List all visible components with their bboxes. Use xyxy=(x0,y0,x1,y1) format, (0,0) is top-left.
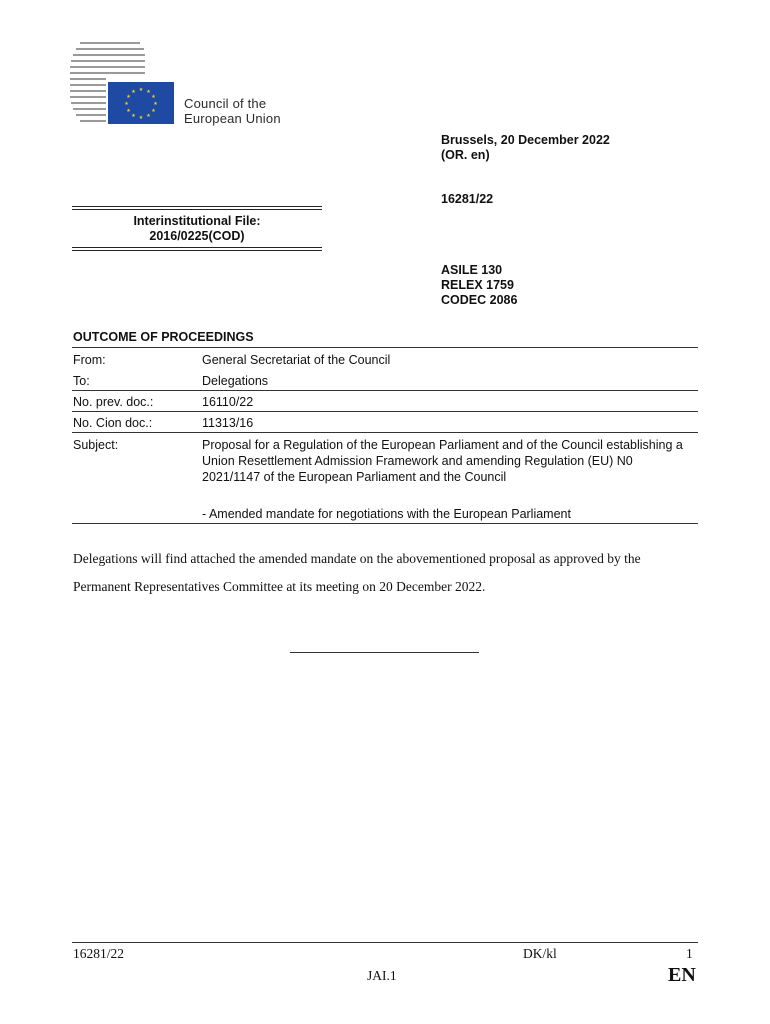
svg-text:★: ★ xyxy=(126,94,131,100)
interinstitutional-code: 2016/0225(COD) xyxy=(149,229,245,243)
cion-doc-value: 11313/16 xyxy=(202,416,254,430)
to-value: Delegations xyxy=(202,374,269,388)
svg-text:★: ★ xyxy=(124,101,129,107)
from-label: From: xyxy=(73,353,106,367)
outcome-rule-2 xyxy=(72,390,698,391)
interinstitutional-file xyxy=(72,206,322,251)
place-date: Brussels, 20 December 2022 xyxy=(441,133,610,147)
svg-text:★: ★ xyxy=(146,113,151,119)
footer-initials: DK/kl xyxy=(523,946,557,961)
eu-flag-icon xyxy=(108,82,174,124)
svg-text:★: ★ xyxy=(151,94,156,100)
body-paragraph: Delegations will find attached the amended mandate on the abovementioned proposal as approved by the Permanent Representatives Committee at its meeting on 20 December 2022. xyxy=(73,551,641,594)
footer-page-number: 1 xyxy=(686,946,693,961)
org-name-line2: European Union xyxy=(184,111,281,126)
code-relex: RELEX 1759 xyxy=(441,278,514,292)
double-rule-bottom xyxy=(72,247,322,251)
outcome-rule-4 xyxy=(72,432,698,433)
svg-text:★: ★ xyxy=(126,108,131,114)
prev-doc-value: 16110/22 xyxy=(202,395,254,409)
code-asile: ASILE 130 xyxy=(441,263,503,277)
to-label: To: xyxy=(73,374,90,388)
subject-value: Proposal for a Regulation of the European Parliament and of the Council establishing a Union Resettlement Admission Framework and amending Regulation (EU) N0 2021/1147 of the European Parliament and the Council xyxy=(202,438,683,484)
org-name-line1: Council of the xyxy=(184,96,267,111)
footer-department: JAI.1 xyxy=(367,968,397,983)
document-number: 16281/22 xyxy=(441,192,494,206)
outcome-title: OUTCOME OF PROCEEDINGS xyxy=(73,330,254,344)
outcome-rule-top xyxy=(72,347,698,348)
subject-label: Subject: xyxy=(73,438,119,452)
code-codec: CODEC 2086 xyxy=(441,293,518,307)
subject-note: - Amended mandate for negotiations with the European Parliament xyxy=(202,507,571,521)
footer-doc-number: 16281/22 xyxy=(73,946,125,961)
outcome-rule-3 xyxy=(72,411,698,412)
council-logo xyxy=(70,40,180,126)
svg-text:★: ★ xyxy=(151,108,156,114)
outcome-rule-bottom xyxy=(72,523,698,524)
svg-text:★: ★ xyxy=(131,89,136,95)
svg-text:★: ★ xyxy=(146,89,151,95)
prev-doc-label: No. prev. doc.: xyxy=(73,395,154,409)
footer-language: EN xyxy=(668,964,696,986)
footer-rule xyxy=(72,942,698,943)
svg-text:★: ★ xyxy=(153,101,158,107)
original-language: (OR. en) xyxy=(441,148,490,162)
svg-text:★: ★ xyxy=(138,115,144,121)
svg-text:★: ★ xyxy=(131,113,136,119)
from-value: General Secretariat of the Council xyxy=(202,353,391,367)
svg-text:★: ★ xyxy=(138,87,144,93)
organisation-name xyxy=(184,96,281,126)
cion-doc-label: No. Cion doc.: xyxy=(73,416,153,430)
interinstitutional-label: Interinstitutional File: xyxy=(133,214,261,228)
end-divider xyxy=(290,652,479,653)
